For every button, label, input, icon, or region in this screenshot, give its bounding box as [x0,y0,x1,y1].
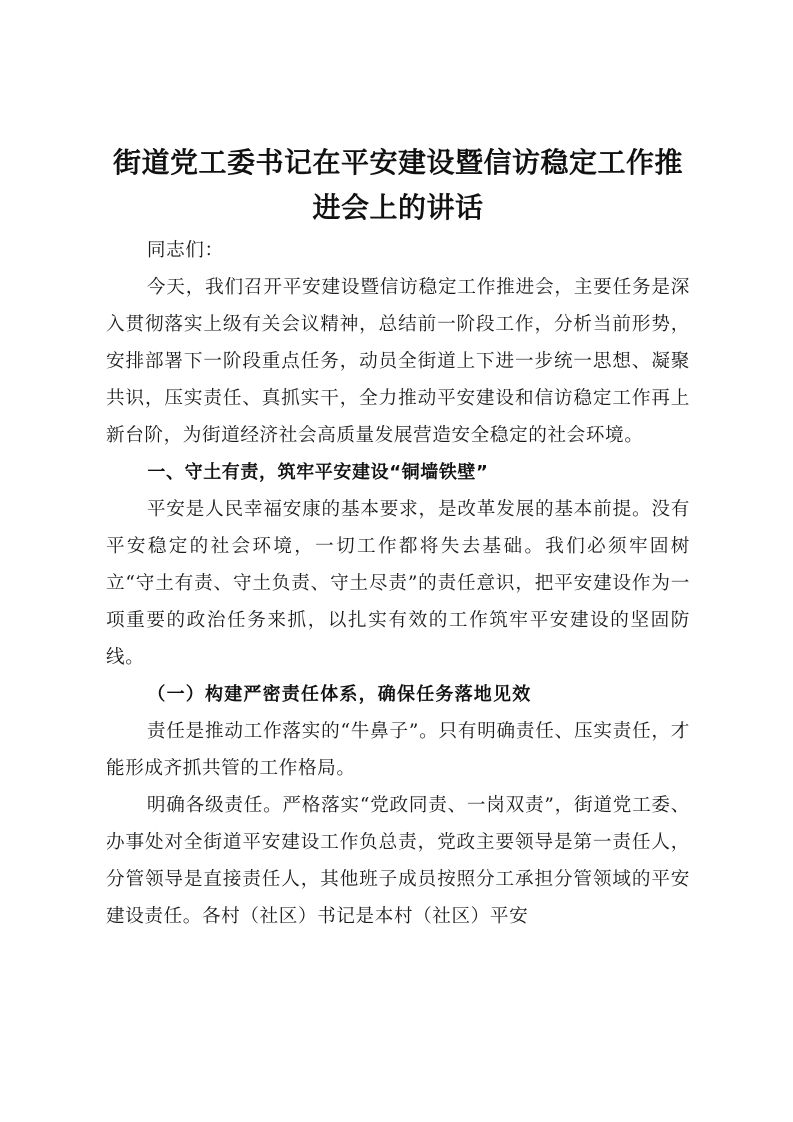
section-heading-1: 一、守土有责，筑牢平安建设“铜墙铁壁” [147,462,489,483]
intro-paragraph: 今天，我们召开平安建设暨信访稳定工作推进会，主要任务是深入贯彻落实上级有关会议精神，总结前一阶段工作，分析当前形势，安排部署下一阶段重点任务，动员全街道上下进一步统一思想、凝聚共识，压实责任、真抓实干，全力推动平安建设和信访稳定工作再上新台阶，为街道经济社会高质量发展营造安全稳定的社会环境。 [106,277,690,446]
section-1-paragraph: 平安是人民幸福安康的基本要求，是改革发展的基本前提。没有平安稳定的社会环境，一切工作都将失去基础。我们必须牢固树立“守土有责、守土负责、守土尽责”的责任意识，把平安建设作为一项重要的政治任务来抓，以扎实有效的工作筑牢平安建设的坚固防线。 [106,499,690,668]
subsection-1-paragraph-2: 明确各级责任。严格落实“党政同责、一岗双责”，街道党工委、办事处对全街道平安建设工作负总责，党政主要领导是第一责任人，分管领导是直接责任人，其他班子成员按照分工承担分管领域的平安建设责任。各村（社区）书记是本村（社区）平安 [106,795,690,927]
subsection-heading-1: （一）构建严密责任体系，确保任务落地见效 [147,684,532,705]
document-body [106,140,690,935]
subsection-1-paragraph-1: 责任是推动工作落实的“牛鼻子”。只有明确责任、压实责任，才能形成齐抓共管的工作格局。 [106,721,690,779]
document-title: 街道党工委书记在平安建设暨信访稳定工作推进会上的讲话 [112,146,683,224]
greeting: 同志们： [146,240,224,261]
